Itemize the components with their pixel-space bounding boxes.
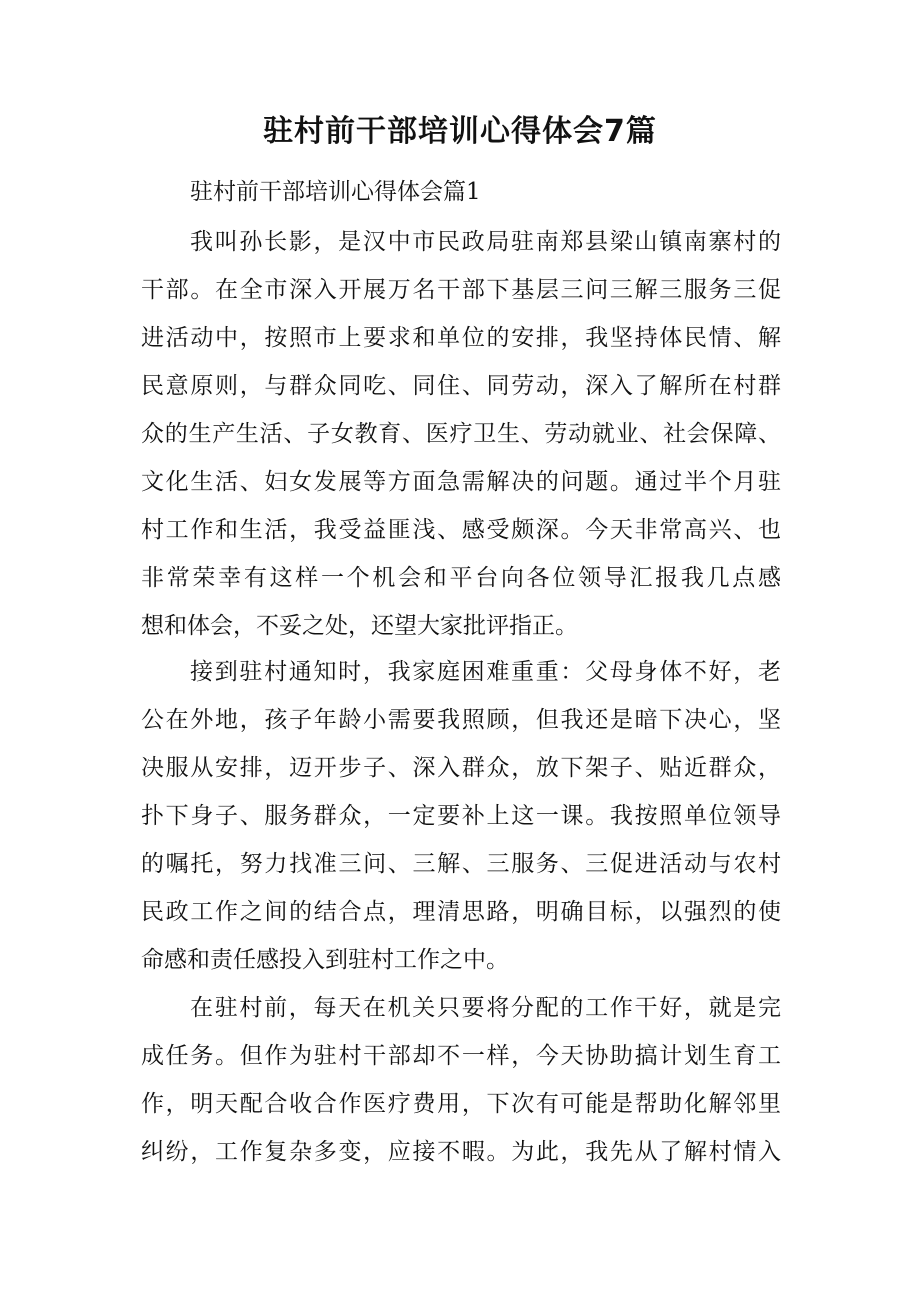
paragraph-line: 非常荣幸有这样一个机会和平台向各位领导汇报我几点感: [141, 565, 781, 591]
paragraph-line: 众的生产生活、子女教育、医疗卫生、劳动就业、社会保障、: [141, 421, 781, 447]
paragraph-line: 成任务。但作为驻村干部却不一样，今天协助搞计划生育工: [141, 1043, 781, 1069]
paragraph-line: 想和体会，不妥之处，还望大家批评指正。: [141, 613, 578, 639]
paragraph-line: 扑下身子、服务群众，一定要补上这一课。我按照单位领导: [141, 803, 781, 829]
paragraph-line: 公在外地，孩子年龄小需要我照顾，但我还是暗下决心，坚: [141, 707, 781, 733]
paragraph-line: 作，明天配合收合作医疗费用，下次有可能是帮助化解邻里: [141, 1091, 781, 1117]
paragraph-line: 进活动中，按照市上要求和单位的安排，我坚持体民情、解: [141, 325, 781, 351]
paragraph-line: 决服从安排，迈开步子、深入群众，放下架子、贴近群众，: [141, 755, 781, 781]
paragraph-line: 接到驻村通知时，我家庭困难重重：父母身体不好，老: [190, 659, 781, 685]
document-title: 驻村前干部培训心得体会7篇: [263, 114, 657, 149]
paragraph-line: 文化生活、妇女发展等方面急需解决的问题。通过半个月驻: [141, 469, 781, 495]
paragraph-line: 纠纷，工作复杂多变，应接不暇。为此，我先从了解村情入: [141, 1139, 781, 1165]
paragraph-line: 民意原则，与群众同吃、同住、同劳动，深入了解所在村群: [141, 373, 781, 399]
paragraph-line: 命感和责任感投入到驻村工作之中。: [141, 947, 509, 973]
paragraph-line: 干部。在全市深入开展万名干部下基层三问三解三服务三促: [141, 277, 781, 303]
paragraph-line: 的嘱托，努力找准三问、三解、三服务、三促进活动与农村: [141, 851, 781, 877]
section-heading: 驻村前干部培训心得体会篇1: [190, 179, 481, 205]
paragraph-line: 我叫孙长影，是汉中市民政局驻南郑县梁山镇南寨村的: [190, 229, 781, 255]
paragraph-line: 民政工作之间的结合点，理清思路，明确目标，以强烈的使: [141, 899, 781, 925]
paragraph-line: 在驻村前，每天在机关只要将分配的工作干好，就是完: [190, 995, 781, 1021]
paragraph-line: 村工作和生活，我受益匪浅、感受颇深。今天非常高兴、也: [141, 517, 781, 543]
